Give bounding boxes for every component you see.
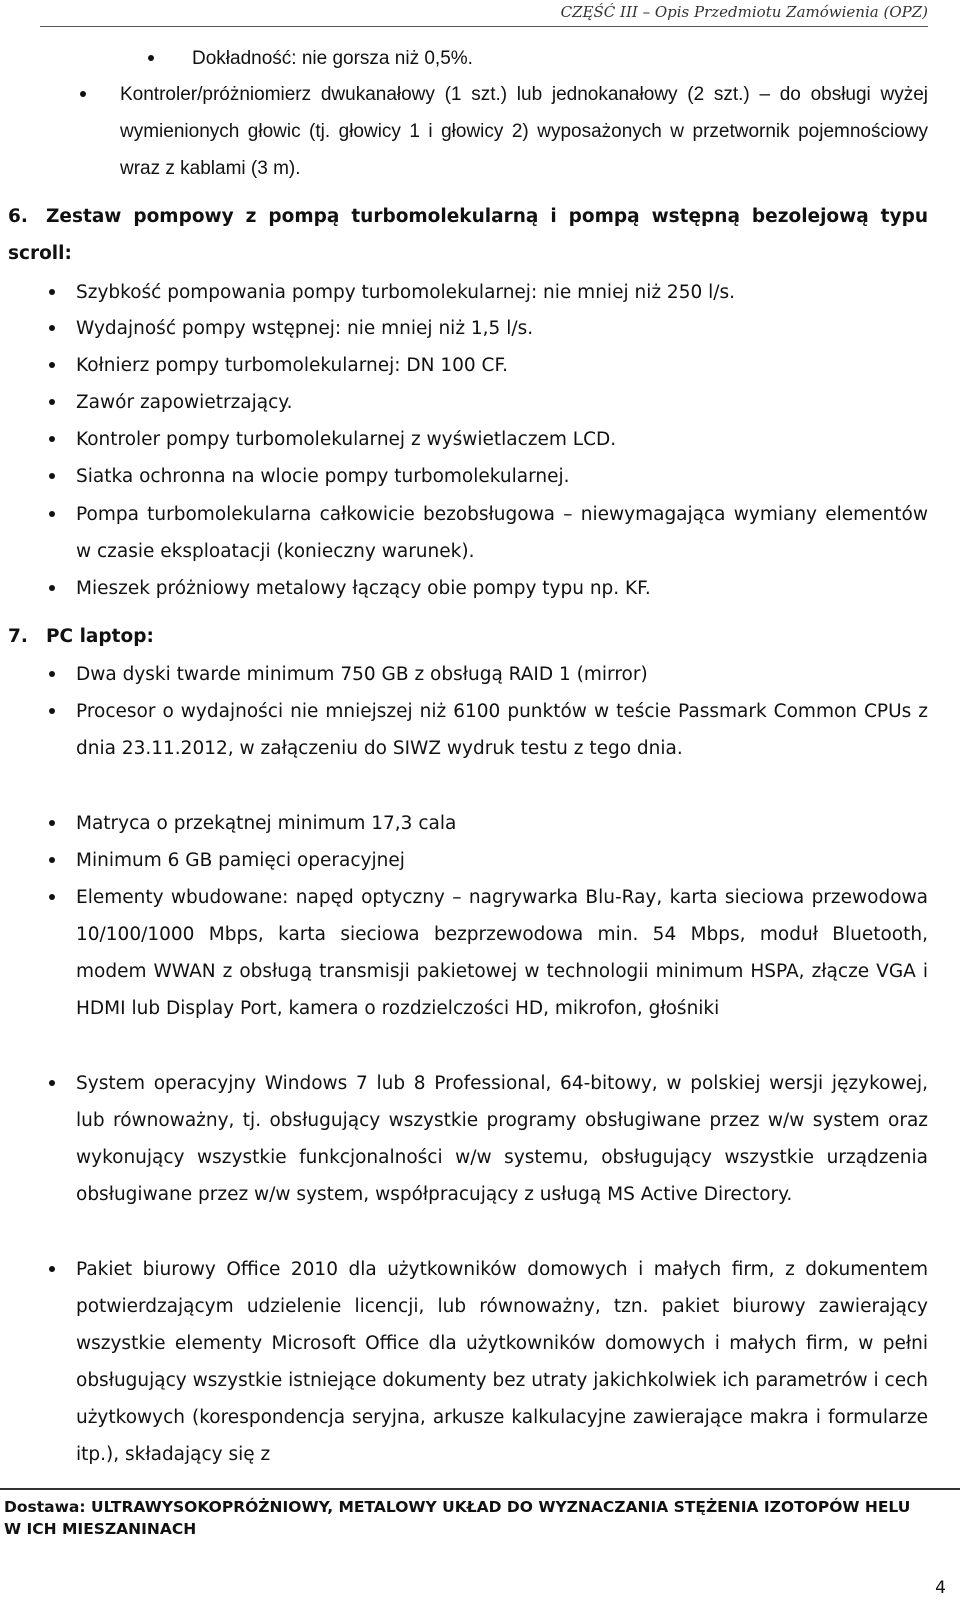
list-item-text: Mieszek próżniowy metalowy łączący obie pompy typu np. KF. (76, 578, 651, 599)
bullet-icon (49, 1266, 55, 1272)
running-header: CZĘŚĆ III – Opis Przedmiotu Zamówienia (OPZ) (560, 3, 928, 21)
bullet-icon (148, 55, 154, 61)
bullet-icon (49, 511, 55, 517)
section-number: 7. (8, 626, 28, 647)
footer-divider (0, 1488, 960, 1490)
list-item-text: Pakiet biurowy Office 2010 dla użytkowników domowych i małych firm, z dokumentem potwierdzającym udzielenie licencji, lub równoważny, tzn. pakiet biurowy zawierający wszystkie elementy Microsoft Office dla użytkowników domowych i małych firm, w pełni obsługujący wszystkie istniejące dokumenty bez utraty jakichkolwiek ich parametrów i cech użytkowych (korespondencja seryjna, arkusze kalkulacyjne zawierające makra i formularze itp.), składający się z (76, 1259, 928, 1465)
page-number: 4 (935, 1578, 946, 1598)
section-title: Zestaw pompowy z pompą turbomolekularną i pompą wstępną bezolejową typu scroll: (8, 206, 928, 264)
section-number: 6. (8, 206, 28, 227)
bullet-icon (49, 436, 55, 442)
list-item-text: Kołnierz pompy turbomolekularnej: DN 100 CF. (76, 355, 509, 376)
list-item-text: Matryca o przekątnej minimum 17,3 cala (76, 813, 457, 834)
list-item-text: Zawór zapowietrzający. (76, 392, 293, 413)
bullet-icon (49, 585, 55, 591)
bullet-icon (49, 473, 55, 479)
list-item-text: System operacyjny Windows 7 lub 8 Professional, 64-bitowy, w polskiej wersji językowej, lub równoważny, tj. obsługujący wszystkie programy obsługiwane przez w/w system oraz wykonujący wszystkie funkcjonalności w/w systemu, obsługujący wszystkie urządzenia obsługiwane przez w/w system, współpracujący z usługą MS Active Directory. (76, 1073, 928, 1205)
list-item-text: Dokładność: nie gorsza niż 0,5%. (192, 48, 473, 69)
list-item-text: Kontroler/próżniomierz dwukanałowy (1 szt.) lub jednokanałowy (2 szt.) – do obsługi wyżej wymienionych głowic (tj. głowicy 1 i głowicy 2) wyposażonych w przetwornik pojemnościowy wraz z kablami (3 m). (120, 84, 928, 179)
section-title: PC laptop: (46, 626, 154, 647)
bullet-icon (49, 362, 55, 368)
section-heading (8, 198, 928, 272)
bullet-icon (49, 671, 55, 677)
list-item-text: Pompa turbomolekularna całkowicie bezobsługowa – niewymagająca wymiany elementów w czasie eksploatacji (konieczny warunek). (76, 504, 928, 562)
bullet-icon (49, 708, 55, 714)
bullet-icon (49, 894, 55, 900)
bullet-icon (49, 325, 55, 331)
list-item-text: Elementy wbudowane: napęd optyczny – nagrywarka Blu-Ray, karta sieciowa przewodowa 10/100/1000 Mbps, karta sieciowa bezprzewodowa min. 54 Mbps, moduł Bluetooth, modem WWAN z obsługą transmisji pakietowej w technologii minimum HSPA, złącze VGA i HDMI lub Display Port, kamera o rozdzielczości HD, mikrofon, głośniki (76, 887, 928, 1019)
section-heading (8, 618, 928, 655)
list-item-text: Siatka ochronna na wlocie pompy turbomolekularnej. (76, 466, 570, 487)
list-item-text: Procesor o wydajności nie mniejszej niż 6100 punktów w teście Passmark Common CPUs z dnia 23.11.2012, w załączeniu do SIWZ wydruk testu z tego dnia. (76, 701, 928, 759)
bullet-icon (49, 399, 55, 405)
bullet-icon (49, 1080, 55, 1086)
bullet-icon (49, 820, 55, 826)
bullet-icon (49, 289, 55, 295)
list-item-text: Kontroler pompy turbomolekularnej z wyświetlaczem LCD. (76, 429, 617, 450)
footer-text: Dostawa: ULTRAWYSOKOPRÓŻNIOWY, METALOWY UKŁAD DO WYZNACZANIA STĘŻENIA IZOTOPÓW HELU W ICH MIESZANINACH (4, 1498, 911, 1538)
list-item-text: Dwa dyski twarde minimum 750 GB z obsługą RAID 1 (mirror) (76, 664, 648, 685)
list-item-text: Wydajność pompy wstępnej: nie mniej niż 1,5 l/s. (76, 318, 534, 339)
list-item-text: Szybkość pompowania pompy turbomolekularnej: nie mniej niż 250 l/s. (76, 282, 736, 303)
bullet-icon (49, 857, 55, 863)
header-divider (40, 26, 928, 27)
bullet-icon (80, 91, 86, 97)
list-item-text: Minimum 6 GB pamięci operacyjnej (76, 850, 405, 871)
